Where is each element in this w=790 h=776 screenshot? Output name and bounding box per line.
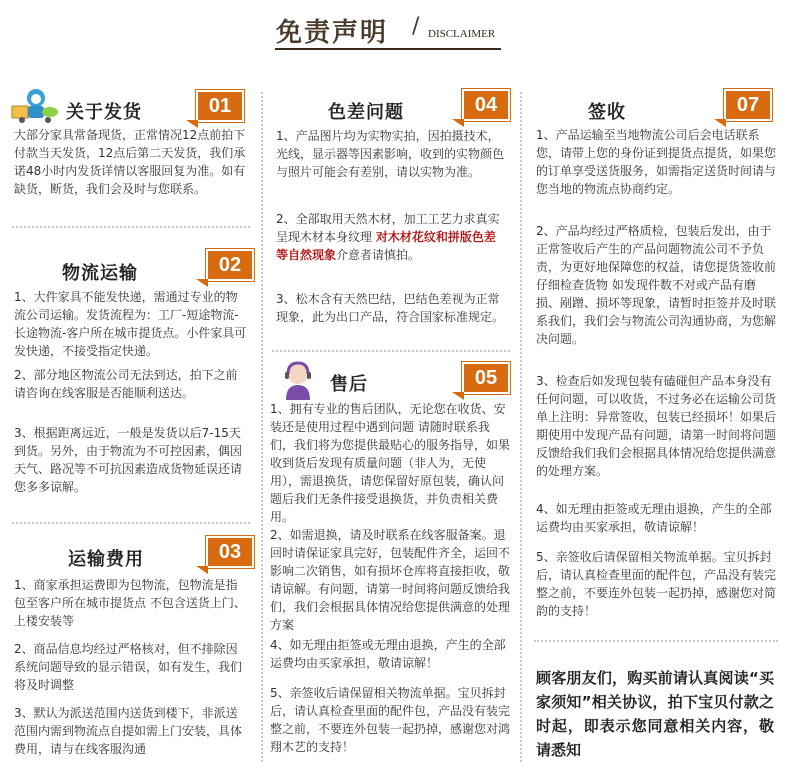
header-title: 免责声明: [276, 18, 389, 48]
section-number-03: 03: [206, 536, 254, 568]
section-title-signing: 签收: [588, 102, 626, 123]
section-divider: [12, 522, 250, 526]
color-paragraph-3: 3、松木含有天然巴结，巴结色差视为正常现象，此为出口产品，符合国家标准规定。: [276, 292, 505, 324]
after-sales-paragraph-2: 2、如需退换，请及时联系在线客服备案。退回时请保证家具完好，包装配件齐全，运回不影响二次销售，如有损坏仓库将直接拒收，敬请谅解。有问题，请第一时间将问题反馈给我们，我们会根据具体情况给您提供满意的处理方案: [270, 528, 511, 632]
color-paragraph-2: [276, 210, 506, 264]
color-paragraph-2-text: 2、全部取用天然木材，加工工艺力求真实呈现木材本身纹理: [276, 212, 500, 244]
signing-paragraph-5: 5、亲签收后请保留相关物流单据。宝贝拆封后，请认真检查里面的配件包，产品没有装完整之前，不要连外包装一起扔掉，感谢您对简韵的支持！: [536, 550, 777, 618]
customer-service-icon: [280, 360, 316, 400]
logistics-paragraph-2: 2、部分地区物流公司无法到达，拍下之前请咨询在线客服是否能顺利送达。: [14, 368, 238, 400]
header-underline: [275, 48, 501, 50]
fee-paragraph-3: 3、默认为派送范围内送货到楼下，非派送范围内需到物流点自提如需上门安装，具体费用，请与在线客服沟通: [14, 706, 243, 756]
section-title-after-sales: 售后: [330, 374, 368, 395]
after-sales-paragraph-4: 4、如无理由拒签或无理由退换，产生的全部运费均由买家承担，敬请谅解！: [270, 638, 506, 670]
signing-paragraph-4: 4、如无理由拒签或无理由退换，产生的全部运费均由买家承担，敬请谅解！: [536, 502, 772, 534]
section-title-shipping-fee: 运输费用: [68, 549, 144, 570]
color-paragraph-1: 1、产品图片均为实物实拍，因拍摄技术，光线，显示器等因素影响，收到的实物颜色与照片可能会有差别，请以实物为准。: [276, 129, 505, 179]
fee-paragraph-2: 2、商品信息均经过严格核对，但不排除因系统问题导致的显示错误，如有发生，我们将及时调整: [14, 642, 243, 692]
shipping-paragraph-1: 大部分家具常备现货，正常情况12点前拍下付款当天发货，12点后第二天发货，我们承诺48小时内发货详情以客服回复为准。如有缺货，断货，我们会及时与您联系。: [14, 128, 246, 196]
header-subtitle: DISCLAIMER: [428, 28, 496, 40]
color-paragraph-2-highlight: 对木材花纹和拼版色差等自然现象: [276, 230, 496, 262]
delivery-courier-icon: [10, 84, 62, 124]
section-number-02: 02: [206, 249, 254, 281]
section-divider: [12, 226, 250, 230]
section-title-shipping: 关于发货: [66, 102, 142, 123]
after-sales-paragraph-1: 1、拥有专业的售后团队，无论您在收货、安装还是使用过程中遇到问题 请随时联系我们，我们将为您提供最贴心的服务指导，如果收到货后发现有质量问题（非人为，无使用），需退换货，请您保留好原包装，确认问题后我们无条件接受退换货，并负责相关费用。: [270, 402, 511, 524]
logistics-paragraph-1: 1、大件家具不能发快递，需通过专业的物流公司运输。发货流程为：工厂-短途物流-长途物流-客户所在城市提货点。小件家具可发快递，不接受指定快递。: [14, 290, 247, 358]
section-title-color-difference: 色差问题: [328, 102, 404, 123]
column-divider-left: [261, 92, 263, 762]
section-number-04: 04: [462, 89, 510, 121]
signing-paragraph-3: 3、检查后如发现包装有磕碰但产品本身没有任何问题，可以收货，不过务必在运输公司货单上注明：异常签收，包装已经损坏！如果后期使用中发现产品有问题，请第一时间将问题反馈给我们我们会根据具体情况给您提供满意的处理方案。: [536, 374, 777, 478]
signing-paragraph-1: 1、产品运输至当地物流公司后会电话联系您，请带上您的身份证到提货点提货，如果您的订单享受送货服务，如需指定送货时间请与您当地的物流点协商约定。: [536, 128, 777, 196]
header-separator: /: [412, 14, 420, 39]
fee-paragraph-1: 1、商家承担运费即为包物流，包物流是指包至客户所在城市提货点 不包含送货上门、上楼安装等: [14, 578, 246, 628]
disclaimer-header: [0, 0, 790, 58]
buyer-notice: 顾客朋友们，购买前请认真阅读“买家须知”相关协议，拍下宝贝付款之时起，即表示您同意相关内容，敬请悉知: [536, 669, 774, 759]
section-number-07: 07: [724, 89, 772, 121]
section-title-logistics: 物流运输: [62, 263, 138, 284]
column-divider-right: [520, 92, 522, 762]
section-divider: [534, 640, 778, 644]
signing-paragraph-2: 2、产品均经过严格质检，包装后发出，由于正常签收后产生的产品问题物流公司不予负责，为更好地保障您的权益，请您提货签收前仔细检查货物 如发现件数不对或产品有磨损、剐蹭、损坏等现象，请暂时拒签并及时联系我们，我们会与物流公司沟通协商，为您解决问题。: [536, 224, 777, 346]
section-number-05: 05: [462, 362, 510, 394]
after-sales-paragraph-5: 5、亲签收后请保留相关物流单据。宝贝拆封后，请认真检查里面的配件包，产品没有装完整之前，不要连外包装一起扔掉，感谢您对鸿翔木艺的支持！: [270, 686, 511, 754]
logistics-paragraph-3: 3、根据距离远近，一般是发货以后7-15天到货。另外，由于物流为不可控因素，偶因天气、路况等不可抗因素造成货物延误还请您多多谅解。: [14, 426, 243, 494]
color-paragraph-2-tail: 介意者请慎拍。: [336, 248, 421, 262]
section-divider: [272, 350, 510, 354]
section-number-01: 01: [196, 90, 244, 122]
